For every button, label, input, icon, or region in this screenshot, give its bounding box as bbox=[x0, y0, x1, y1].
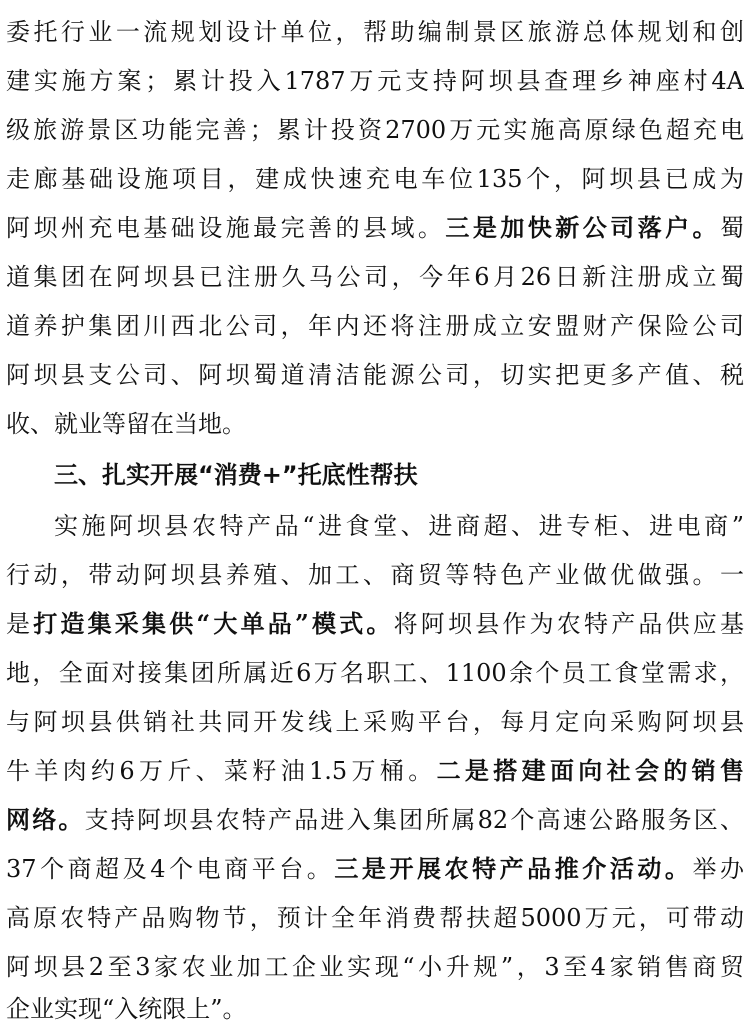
text-run: 牛羊肉约6万斤、菜籽油1.5万桶。 bbox=[6, 757, 437, 785]
text-line: 走廊基础设施项目，建成快速充电车位135个，阿坝县已成为 bbox=[6, 165, 744, 193]
text-run: 蜀 bbox=[720, 214, 744, 242]
text-line: 地，全面对接集团所属近6万名职工、1100余个员工食堂需求， bbox=[6, 659, 744, 687]
text-run: 将阿坝县作为农特产品供应基 bbox=[393, 610, 744, 638]
text-run: 是 bbox=[6, 610, 34, 638]
text-run: 37个商超及4个电商平台。 bbox=[6, 855, 335, 883]
emphasis-run: 打造集采集供“大单品”模式。 bbox=[33, 609, 394, 638]
text-line: 级旅游景区功能完善；累计投资2700万元实施高原绿色超充电 bbox=[6, 116, 744, 144]
text-run: 举办 bbox=[692, 855, 744, 883]
emphasis-run: 二是搭建面向社会的销售 bbox=[436, 756, 744, 785]
text-line: 阿坝县支公司、阿坝蜀道清洁能源公司，切实把更多产值、税 bbox=[6, 361, 744, 389]
text-line: 阿坝县2至3家农业加工企业实现“小升规”，3至4家销售商贸 bbox=[6, 953, 744, 981]
emphasis-run: 三是加快新公司落户。 bbox=[445, 213, 721, 242]
text-line: 高原农特产品购物节，预计全年消费帮扶超5000万元，可带动 bbox=[6, 904, 744, 932]
text-line: 道养护集团川西北公司，年内还将注册成立安盟财产保险公司 bbox=[6, 312, 744, 340]
emphasis-run: 三是开展农特产品推介活动。 bbox=[334, 854, 693, 883]
text-line bbox=[6, 843, 744, 895]
emphasis-run: 网络。 bbox=[6, 805, 85, 834]
section-heading: 三、扎实开展“消费+”托底性帮扶 bbox=[54, 461, 418, 489]
text-run: 支持阿坝县农特产品进入集团所属82个高速公路服务区、 bbox=[84, 806, 744, 834]
text-line: 收、就业等留在当地。 bbox=[6, 410, 246, 438]
text-line bbox=[6, 598, 744, 650]
text-line: 委托行业一流规划设计单位，帮助编制景区旅游总体规划和创 bbox=[6, 18, 744, 46]
text-line bbox=[6, 745, 744, 797]
text-line: 行动，带动阿坝县养殖、加工、商贸等特色产业做优做强。一 bbox=[6, 561, 744, 589]
text-line bbox=[6, 202, 744, 254]
text-line: 实施阿坝县农特产品“进食堂、进商超、进专柜、进电商” bbox=[54, 512, 744, 540]
text-line bbox=[6, 794, 744, 846]
text-line: 道集团在阿坝县已注册久马公司，今年6月26日新注册成立蜀 bbox=[6, 263, 744, 291]
text-line: 与阿坝县供销社共同开发线上采购平台，每月定向采购阿坝县 bbox=[6, 708, 744, 736]
text-run: 阿坝州充电基础设施最完善的县域。 bbox=[6, 214, 446, 242]
text-line: 建实施方案；累计投入1787万元支持阿坝县查理乡神座村4A bbox=[6, 67, 744, 95]
text-line: 企业实现“入统限上”。 bbox=[6, 995, 247, 1023]
